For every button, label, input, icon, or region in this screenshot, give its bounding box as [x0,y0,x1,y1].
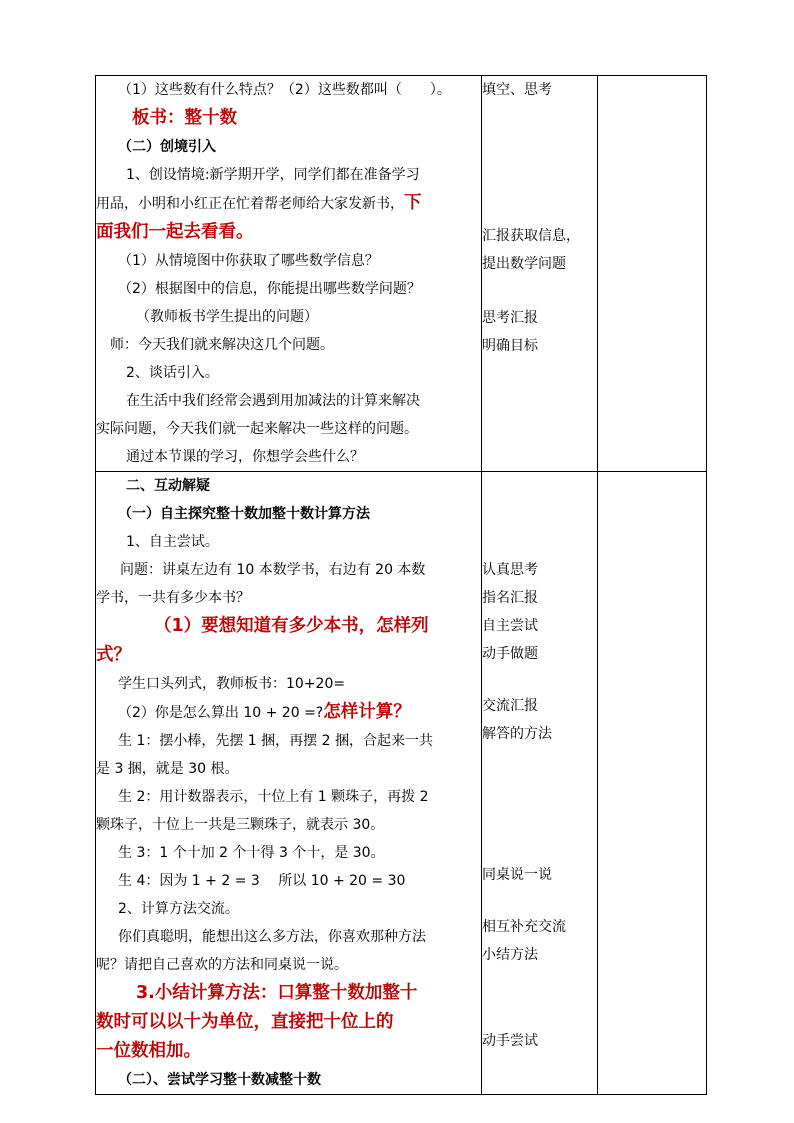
paragraph-line: 问题：讲桌左边有 10 本数学书，右边有 20 本数 [120,562,426,578]
section-heading: （二）创境引入 [118,139,216,155]
activity-note: 明确目标 [482,338,538,354]
activity-note: 动手尝试 [482,1033,538,1049]
paragraph-line: 1、创设情境:新学期开学，同学们都在准备学习 [126,167,420,183]
paragraph-line: 通过本节课的学习，你想学会些什么？ [126,449,364,465]
paragraph-line: 生 1：摆小棒，先摆 1 捆，再摆 2 捆，合起来一共 [118,733,433,749]
activity-note: 同桌说一说 [482,867,552,883]
paragraph-line: 实际问题，今天我们就一起来解决一些这样的问题。 [96,421,418,437]
paragraph-line: 生 4：因为 1 + 2 = 3 所以 10 + 20 = 30 [118,873,406,889]
paragraph-line: 生 3：1 个十加 2 个十得 3 个十，是 30。 [118,845,385,861]
activity-note: 解答的方法 [482,726,552,742]
emphasis-line: 式？ [96,645,131,665]
emphasis-line: 面我们一起去看看。 [96,222,254,242]
board-note: 板书：整十数 [132,108,237,128]
summary-line: 数时可以以十为单位，直接把十位上的 [96,1012,394,1032]
student-activity-cell [482,76,598,472]
paragraph-line: 学生口头列式，教师板书：10+20= [118,676,346,692]
activity-note: 汇报获取信息， [482,228,580,244]
section-heading: 二、互动解疑 [126,478,210,494]
question-line: （1）这些数有什么特点？（2）这些数都叫（ ）。 [118,82,451,98]
activity-note: 自主尝试 [482,618,538,634]
paragraph-line: 学书，一共有多少本书？ [96,590,250,606]
emphasis-text: 怎样计算？ [323,702,411,722]
teaching-content-cell [96,472,482,1095]
activity-note: 填空、思考 [482,82,552,98]
question-line: （1）从情境图中你获取了哪些数学信息？ [118,253,379,269]
paragraph-line: 2、计算方法交流。 [118,901,239,917]
lesson-plan-table [95,75,707,1095]
student-activity-cell [482,472,598,1095]
table-row [96,76,707,472]
question-line: （2）根据图中的信息，你能提出哪些数学问题？ [118,281,421,297]
paragraph-line [96,698,481,727]
paragraph-line: 在生活中我们经常会遇到用加减法的计算来解决 [126,393,420,409]
paragraph-line: 1、自主尝试。 [126,534,219,550]
activity-note: 指名汇报 [482,590,538,606]
summary-line: 3.小结计算方法：口算整十数加整十 [136,983,418,1003]
activity-note: 动手做题 [482,646,538,662]
activity-note: 交流汇报 [482,698,538,714]
activity-note: 认真思考 [482,562,538,578]
notes-cell [598,472,707,1095]
paragraph-line: 2、谈话引入。 [126,365,219,381]
activity-note: 相互补充交流 [482,919,566,935]
paragraph-line: 颗珠子，十位上一共是三颗珠子，就表示 30。 [96,817,385,833]
activity-note: 小结方法 [482,947,538,963]
emphasis-text: 下 [404,193,422,213]
emphasis-line: （1）要想知道有多少本书，怎样列 [154,616,429,636]
teaching-content-cell [96,76,482,472]
paragraph-line: （教师板书学生提出的问题） [136,309,318,325]
paragraph-line: 师：今天我们就来解决这几个问题。 [110,337,334,353]
paragraph-line: 你们真聪明，能想出这么多方法，你喜欢那种方法 [118,929,426,945]
paragraph-text: （2）你是怎么算出 10 + 20 =? [118,705,324,721]
table-row [96,472,707,1095]
section-heading: （一）自主探究整十数加整十数计算方法 [118,506,370,522]
paragraph-line: 生 2：用计数器表示，十位上有 1 颗珠子，再拨 2 [118,789,429,805]
paragraph-line: 是 3 捆，就是 30 根。 [96,761,239,777]
notes-cell [598,76,707,472]
paragraph-line [96,189,481,218]
summary-line: 一位数相加。 [96,1041,201,1061]
activity-note: 提出数学问题 [482,256,566,272]
section-heading: （二）、尝试学习整十数减整十数 [118,1072,321,1088]
paragraph-text: 用品，小明和小红正在忙着帮老师给大家发新书， [96,196,404,212]
paragraph-line: 呢？请把自己喜欢的方法和同桌说一说。 [96,957,348,973]
activity-note: 思考汇报 [482,310,538,326]
